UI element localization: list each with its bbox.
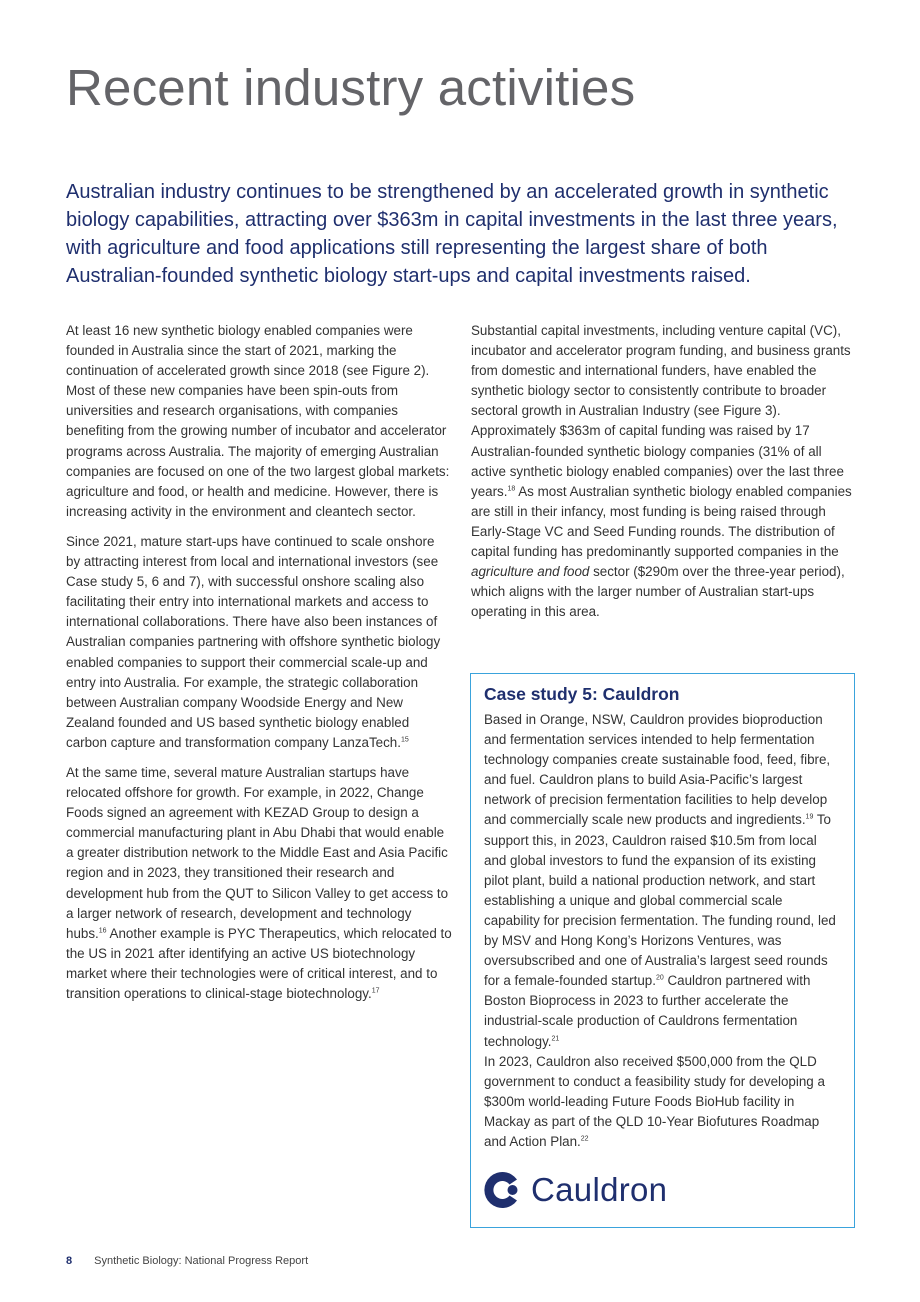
page-footer — [66, 1255, 308, 1267]
case-study-text: Based in Orange, NSW, Cauldron provides bioproduction and fermentation services intended to help fermentation technology companies create sustainable food, feed, fibre, and fuel. Cauldron plans to build Asia-Pacific’s largest network of precision fermentation facilities to help develop and commercially scale new products and ingredients.$^{19}$ To support this, in 2023, Cauldron raised $10.5m from local and global investors to fund the expansion of its existing pilot plant, build a national production network, and start establishing a unique and global commercial scale capability for precision fermentation. The funding round, led by MSV and Hong Kong’s Horizons Ventures, was oversubscribed and one of Australia’s largest seed rounds for a female-founded startup.$^{20}$ Cauldron partnered with Boston Bioprocess in 2023 to further accelerate the industrial-scale production of Cauldrons fermentation technology.$^{21}$ In 2023, Cauldron also received $500,000 from the QLD government to conduct a feasibility study for developing a $300m world-leading Future Foods BioHub facility in Mackay as part of the QLD 10-Year Biofutures Roadmap and Action Plan.$^{22}$ — [484, 712, 836, 1149]
body-paragraph: Substantial capital investments, including venture capital (VC), incubator and accelerator program funding, and business grants from domestic and international funders, have enabled the synthetic biology sector to consistently contribute to broader sectoral growth in Australian Industry (see Figure 3). Approximately $363m of capital funding was raised by 17 Australian-founded synthetic biology companies (31% of all active synthetic biology enabled companies) over the last three years.$^{18}$ As most Australian synthetic biology enabled companies are still in their infancy, most funding is being raised through Early-Stage VC and Seed Funding rounds. The distribution of capital funding has predominantly supported companies in the agriculture and food sector ($290m over the three-year period), which aligns with the larger number of Australian start-ups operating in this area. — [471, 323, 852, 620]
body-paragraph: At the same time, several mature Australian startups have relocated offshore for growth. For example, in 2022, Change Foods signed an agreement with KEZAD Group to design a commercial manufacturing plant in Abu Dhabi that would enable a greater distribution network to the Middle East and Asia Pacific region and in 2023, they transitioned their research and development hub from the QUT to Silicon Valley to get access to a larger network of research, development and technology hubs.$^{16}$ Another example is PYC Therapeutics, which relocated to the US in 2021 after identifying an active US biotechnology market where their technologies were of critical interest, and to transition operations to clinical-stage biotechnology.$^{17}$ — [66, 764, 452, 1001]
emphasis-text: agriculture and food — [471, 564, 590, 580]
body-paragraph: Since 2021, mature start-ups have continued to scale onshore by attracting interest from local and international investors (see Case study 5, 6 and 7), with successful onshore scaling also facilitating their entry into international markets and access to international collaborations. There have also been instances of Australian companies partnering with offshore synthetic biology enabled companies to support their commercial scale-up and entry into Australia. For example, the strategic collaboration between Australian company Woodside Energy and New Zealand founded and US based synthetic biology enabled carbon capture and transformation company LanzaTech.$^{15}$ — [66, 533, 441, 750]
footnote-ref: 21 — [551, 1035, 560, 1043]
case-study-box — [470, 673, 855, 1228]
right-column — [471, 321, 859, 632]
page-title: Recent industry activities — [66, 59, 636, 116]
page-number: 8 — [66, 1255, 73, 1267]
lead-paragraph: Australian industry continues to be strengthened by an accelerated growth in synthetic biology capabilities, attracting over $363m in capital investments in the last three years, with agriculture and food applications still representing the largest share of both Australian-founded synthetic biology start-ups and capital investments raised. — [66, 181, 838, 287]
footnote-ref: 17 — [371, 987, 380, 995]
footnote-ref: 19 — [805, 814, 814, 821]
footnote-ref: 20 — [655, 974, 664, 982]
footnote-ref: 16 — [98, 927, 107, 935]
body-paragraph: At least 16 new synthetic biology enabled companies were founded in Australia since the start of 2021, marking the continuation of accelerated growth since 2018 (see Figure 2). Most of these new companies have been spin-outs from universities and research organisations, with companies benefiting from the growing number of incubator and accelerator programs across Australia. The majority of emerging Australian companies are focused on one of the two largest global markets: agriculture and food, or health and medicine. However, there is increasing activity in the environment and cleantech sector. — [66, 323, 450, 519]
left-column — [66, 321, 452, 1014]
logo-wordmark: Cauldron — [531, 1171, 668, 1208]
cauldron-logo — [483, 1168, 667, 1212]
report-title: Synthetic Biology: National Progress Report — [94, 1255, 309, 1267]
footnote-ref: 18 — [507, 485, 516, 493]
footnote-ref: 22 — [580, 1135, 589, 1143]
case-study-title: Case study 5: Cauldron — [484, 684, 680, 704]
footnote-ref: 15 — [400, 736, 409, 744]
cauldron-logo-icon — [483, 1170, 523, 1210]
